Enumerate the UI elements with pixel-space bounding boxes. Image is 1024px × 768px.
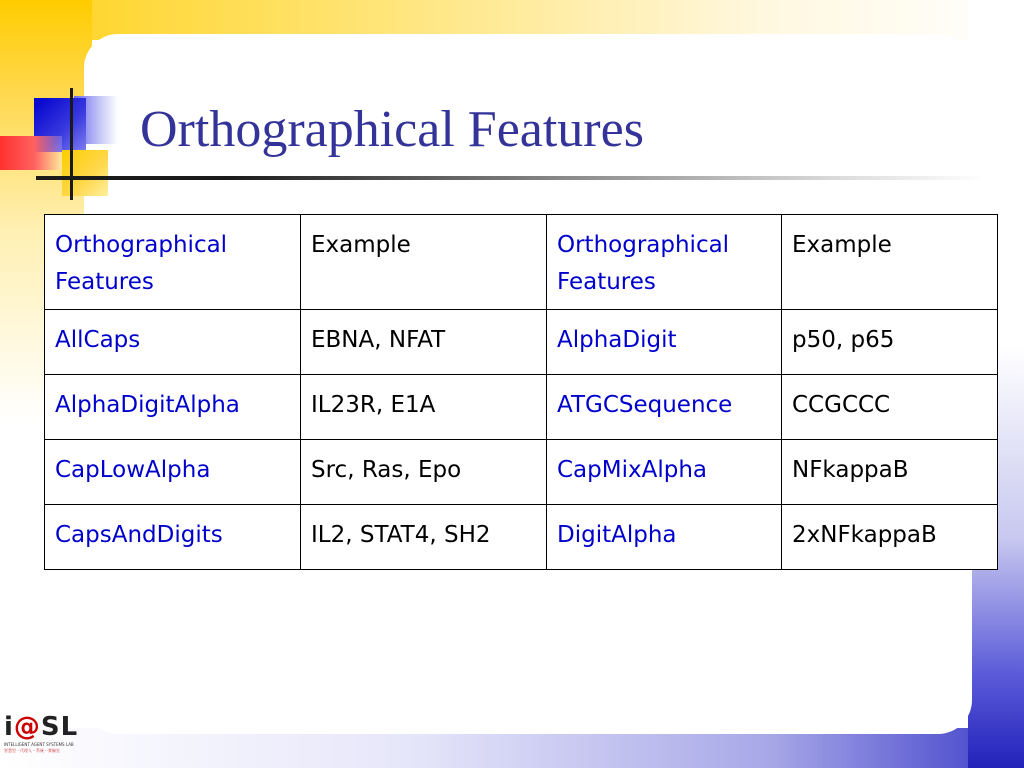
lab-logo (4, 712, 94, 764)
logo-tagline: 智慧型・代理人・系統・實驗室 (4, 748, 60, 753)
feature-cell: CapMixAlpha (547, 440, 782, 505)
table-row (45, 375, 998, 440)
table-header-row (45, 215, 998, 310)
logo-at-symbol: @ (13, 712, 41, 742)
example-cell: IL23R, E1A (301, 375, 547, 440)
feature-cell: CapsAndDigits (45, 505, 301, 570)
logo-suffix: SL (40, 712, 79, 742)
feature-cell: AlphaDigitAlpha (45, 375, 301, 440)
feature-cell: CapLowAlpha (45, 440, 301, 505)
table-row (45, 505, 998, 570)
decor-vertical-line (70, 88, 73, 200)
decor-yellow-square (62, 150, 108, 196)
header-cell-example-1: Example (301, 215, 547, 310)
features-table (44, 214, 998, 570)
feature-cell: DigitAlpha (547, 505, 782, 570)
slide-title: Orthographical Features (140, 101, 644, 158)
logo-wordmark (4, 712, 94, 742)
logo-subtitle: INTELLIGENT AGENT SYSTEMS LAB (4, 742, 74, 747)
example-cell: IL2, STAT4, SH2 (301, 505, 547, 570)
example-cell: 2xNFkappaB (782, 505, 998, 570)
example-cell: p50, p65 (782, 310, 998, 375)
table-row (45, 310, 998, 375)
title-underline (36, 176, 988, 180)
example-cell: NFkappaB (782, 440, 998, 505)
header-cell-feature-2: Orthographical Features (547, 215, 782, 310)
feature-cell: ATGCSequence (547, 375, 782, 440)
feature-cell: AllCaps (45, 310, 301, 375)
example-cell: Src, Ras, Epo (301, 440, 547, 505)
example-cell: CCGCCC (782, 375, 998, 440)
feature-cell: AlphaDigit (547, 310, 782, 375)
bottom-gradient-band (0, 728, 1024, 768)
decor-red-bar (0, 136, 62, 170)
logo-prefix: i (4, 712, 14, 742)
header-cell-example-2: Example (782, 215, 998, 310)
example-cell: EBNA, NFAT (301, 310, 547, 375)
header-cell-feature-1: Orthographical Features (45, 215, 301, 310)
table-row (45, 440, 998, 505)
